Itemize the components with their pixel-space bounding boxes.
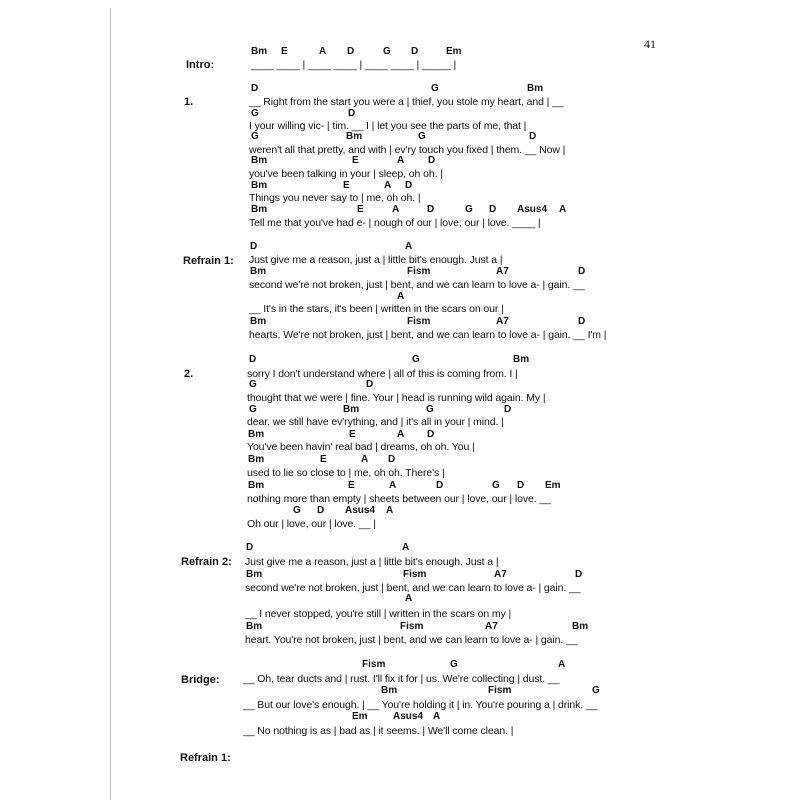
- chord: Fism: [407, 266, 431, 277]
- lyric-line: nothing more than empty | sheets between our | love, our | love. __: [247, 493, 551, 505]
- chord: G: [293, 505, 301, 516]
- chord: Fism: [403, 569, 427, 580]
- lyric-line: __ Oh, tear ducts and | rust. I'll fix it for | us. We're collecting | dust. __: [243, 673, 560, 685]
- chord: D: [246, 542, 254, 553]
- chord: E: [357, 204, 364, 215]
- chord: Fism: [400, 621, 424, 632]
- chord: G: [418, 131, 426, 142]
- chord: Bm: [343, 404, 360, 415]
- section-label-verse-1: 1.: [184, 96, 194, 108]
- lyric-line: hearts. We're not broken, just | bent, and we can learn to love a- | gain. __ I'm |: [249, 329, 607, 341]
- section-label-intro: Intro:: [186, 59, 215, 71]
- chord: A: [319, 46, 327, 57]
- section-label-refrain-1-repeat: Refrain 1:: [180, 752, 231, 764]
- chord: Em: [446, 46, 462, 57]
- section-label-verse-2: 2.: [184, 368, 194, 380]
- lyric-line: weren't all that pretty, and with | ev'ry touch you fixed | them. __ Now |: [249, 144, 566, 156]
- chord: D: [427, 204, 435, 215]
- chord: E: [343, 180, 350, 191]
- chord: D: [388, 454, 396, 465]
- section-label-refrain-1: Refrain 1:: [183, 255, 234, 267]
- chord: A: [386, 505, 394, 516]
- chord: Asus4: [393, 711, 424, 722]
- chord: Asus4: [517, 204, 548, 215]
- chord: A7: [496, 316, 509, 327]
- chord: D: [575, 569, 583, 580]
- chord: Bm: [246, 569, 263, 580]
- section-label-refrain-2: Refrain 2:: [181, 556, 232, 568]
- chord: A: [559, 204, 567, 215]
- lyric-line: Tell me that you've had e- | nough of our | love, our | love. ____ |: [249, 217, 541, 229]
- chord: D: [348, 108, 356, 119]
- chord: Em: [352, 711, 368, 722]
- chord: G: [249, 379, 257, 390]
- chord: Bm: [248, 454, 265, 465]
- chord: Bm: [248, 480, 265, 491]
- lyric-line: __ No nothing is as | bad as | it seems. | We'll come clean. |: [243, 725, 514, 737]
- chord: D: [405, 180, 413, 191]
- chord: Bm: [251, 204, 268, 215]
- chord: D: [436, 480, 444, 491]
- chord: Bm: [248, 429, 265, 440]
- lyric-line: Oh our | love, our | love. __ |: [247, 518, 376, 530]
- chord: G: [592, 685, 600, 696]
- lyric-line: __ I never stopped, you're still | written in the scars on my |: [245, 608, 512, 620]
- lyric-line: Just give me a reason, just a | little bit's enough. Just a |: [249, 254, 503, 266]
- lyric-line: ____ ____ | ____ ____ | ____ ____ | _____ |: [251, 59, 457, 71]
- chord: Em: [545, 480, 561, 491]
- chord: G: [450, 659, 458, 670]
- lyric-line: __ But our love's enough. | __ You're holding it | in. You're pouring a | drink. __: [243, 699, 598, 711]
- lyric-line: Things you never say to | me, oh oh. |: [249, 192, 421, 204]
- chord: Bm: [381, 685, 398, 696]
- chord: A7: [496, 266, 509, 277]
- chord: A7: [494, 569, 507, 580]
- lyric-line: dear, we still have ev'rything, and | it's all in your | mind. |: [247, 416, 504, 428]
- chord: Asus4: [345, 505, 376, 516]
- chord: G: [492, 480, 500, 491]
- lyric-line: you've been talking in your | sleep, oh oh. |: [249, 168, 443, 180]
- chord: D: [366, 379, 374, 390]
- chord: D: [428, 155, 436, 166]
- chord: Fism: [362, 659, 386, 670]
- chord: D: [411, 46, 419, 57]
- lyric-line: __ It's in the stars, it's been | written in the scars on our |: [249, 303, 504, 315]
- chord: A7: [485, 621, 498, 632]
- chord: Bm: [572, 621, 589, 632]
- chord: E: [348, 480, 355, 491]
- chord: D: [427, 429, 435, 440]
- chord: E: [320, 454, 327, 465]
- chord: A: [361, 454, 369, 465]
- lyric-line: sorry I don't understand where | all of this is coming from. I |: [247, 368, 518, 380]
- chord: Fism: [407, 316, 431, 327]
- lyric-line: heart. You're not broken, just | bent, and we can learn to love a- | gain. __: [245, 634, 578, 646]
- chord: G: [426, 404, 434, 415]
- chord: Bm: [527, 83, 544, 94]
- chord: D: [250, 241, 258, 252]
- lyric-line: You've been havin' real bad | dreams, oh oh. You |: [247, 441, 475, 453]
- chord: A: [397, 291, 405, 302]
- chord: Bm: [251, 155, 268, 166]
- chord: A: [384, 180, 392, 191]
- chord: Bm: [250, 316, 267, 327]
- chord: E: [349, 429, 356, 440]
- chord: A: [397, 155, 405, 166]
- lyric-line: __ Right from the start you were a | thief, you stole my heart, and | __: [249, 96, 564, 108]
- lyric-line: used to lie so close to | me, oh oh. There's |: [247, 467, 445, 479]
- chord: A: [402, 542, 410, 553]
- chord: D: [578, 316, 586, 327]
- chord: E: [281, 46, 288, 57]
- chord: Bm: [251, 46, 268, 57]
- chord: E: [352, 155, 359, 166]
- chord: G: [412, 354, 420, 365]
- chord: Bm: [246, 621, 263, 632]
- chord: D: [317, 505, 325, 516]
- chord: D: [529, 131, 537, 142]
- chord: D: [251, 83, 259, 94]
- section-label-bridge: Bridge:: [181, 674, 220, 686]
- chord: A: [397, 429, 405, 440]
- chord: Bm: [251, 180, 268, 191]
- chord: D: [249, 354, 257, 365]
- chord: A: [558, 659, 566, 670]
- chord: D: [489, 204, 497, 215]
- chord: G: [431, 83, 439, 94]
- lyric-line: second we're not broken, just | bent, and we can learn to love a- | gain. __: [245, 582, 581, 594]
- chord: D: [578, 266, 586, 277]
- chord: Bm: [250, 266, 267, 277]
- chord: A: [392, 204, 400, 215]
- chord: D: [347, 46, 355, 57]
- chord: G: [251, 131, 259, 142]
- lyric-line: thought that we were | fine. Your | head is running wild again. My |: [247, 392, 546, 404]
- chord: A: [405, 241, 413, 252]
- chord: Fism: [488, 685, 512, 696]
- lyric-line: second we're not broken, just | bent, and we can learn to love a- | gain. __: [249, 279, 585, 291]
- chord: A: [433, 711, 441, 722]
- chord: G: [465, 204, 473, 215]
- chord: A: [389, 480, 397, 491]
- chord: G: [249, 404, 257, 415]
- chord: Bm: [513, 354, 530, 365]
- chord: A: [405, 593, 413, 604]
- chord: D: [517, 480, 525, 491]
- chord: Bm: [346, 131, 363, 142]
- chord: G: [251, 108, 259, 119]
- chord: G: [383, 46, 391, 57]
- lyric-line: I your willing vic- | tim. __ I | let you see the parts of me, that |: [249, 120, 527, 132]
- chord: D: [504, 404, 512, 415]
- page-number: 41: [644, 37, 656, 51]
- lyric-line: Just give me a reason, just a | little bit's enough. Just a |: [245, 556, 499, 568]
